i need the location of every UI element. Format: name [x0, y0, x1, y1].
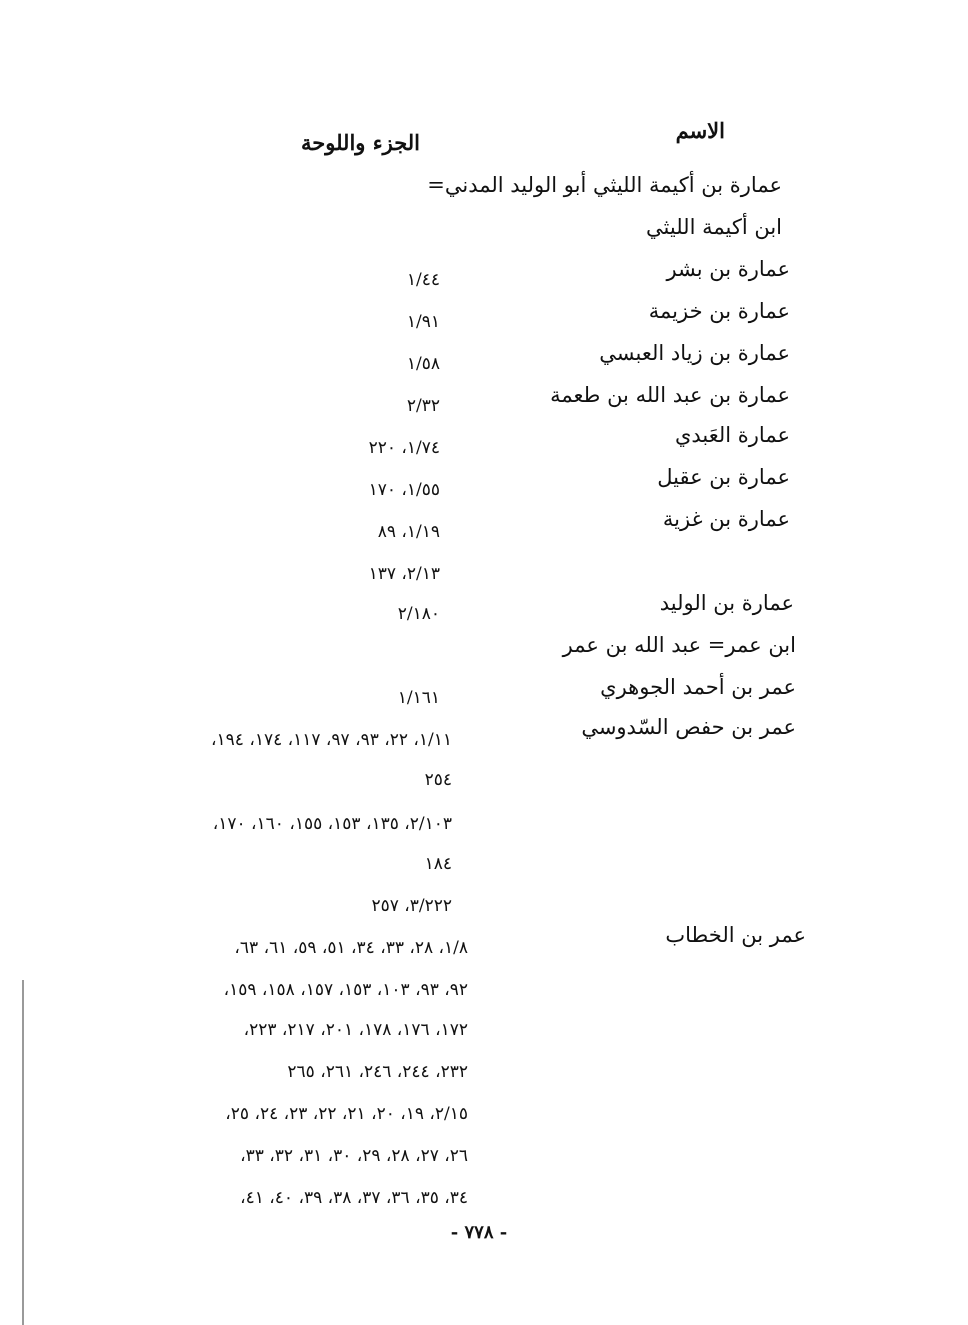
- index-name: عمارة بن الوليد: [659, 591, 794, 615]
- index-name: ابن عمر= عبد الله بن عمر: [562, 633, 796, 657]
- index-name: عمارة بن أكيمة الليثي أبو الوليد المدني=: [427, 173, 782, 197]
- part-reference: ٢٣٢، ٢٤٤، ٢٤٦، ٢٦١، ٢٦٥: [287, 1062, 468, 1082]
- part-reference: ١/٨، ٢٨، ٣٣، ٣٤، ٥١، ٥٩، ٦١، ٦٣،: [234, 938, 468, 958]
- page-number: - ٧٧٨ -: [450, 1222, 508, 1243]
- part-reference: ٢٥٤: [424, 770, 452, 790]
- index-name: عمارة بن زياد العبسي: [599, 341, 790, 365]
- part-reference: ٢/١٣، ١٣٧: [368, 564, 440, 584]
- part-reference: ٣٤، ٣٥، ٣٦، ٣٧، ٣٨، ٣٩، ٤٠، ٤١،: [240, 1188, 468, 1208]
- index-name: عمر بن حفص السّدوسي: [581, 715, 796, 739]
- part-reference: ٢/١٠٣، ١٣٥، ١٥٣، ١٥٥، ١٦٠، ١٧٠،: [212, 814, 452, 834]
- index-name: عمارة بن غزية: [662, 507, 790, 531]
- part-reference: ٢/٣٢: [406, 396, 440, 416]
- part-reference: ١/٤٤: [406, 270, 440, 290]
- column-header-part: الجزء واللوحة: [301, 130, 420, 155]
- index-name: عمر بن الخطاب: [665, 923, 806, 947]
- part-reference: ١/١٦١: [397, 688, 440, 708]
- part-reference: ١/٥٥، ١٧٠: [368, 480, 440, 500]
- index-name: عمارة العَبدي: [674, 423, 790, 447]
- part-reference: ١/١١، ٢٢، ٩٣، ٩٧، ١١٧، ١٧٤، ١٩٤،: [211, 730, 452, 750]
- part-reference: ١٧٢، ١٧٦، ١٧٨، ٢٠١، ٢١٧، ٢٢٣،: [243, 1020, 468, 1040]
- part-reference: ٢/١٥، ١٩، ٢٠، ٢١، ٢٢، ٢٣، ٢٤، ٢٥،: [225, 1104, 468, 1124]
- index-name: عمارة بن خزيمة: [648, 299, 790, 323]
- part-reference: ٩٢، ٩٣، ١٠٣، ١٥٣، ١٥٧، ١٥٨، ١٥٩،: [223, 980, 468, 1000]
- column-header-name: الاسم: [675, 118, 725, 143]
- index-name: عمارة بن بشر: [666, 257, 790, 281]
- index-name: ابن أكيمة الليثي: [646, 215, 782, 239]
- part-reference: ١/٥٨: [406, 354, 440, 374]
- part-reference: ١/١٩، ٨٩: [377, 522, 440, 542]
- part-reference: ٢/١٨٠: [397, 604, 440, 624]
- index-name: عمر بن أحمد الجوهري: [600, 675, 796, 699]
- page-edge-line: [22, 980, 24, 1325]
- part-reference: ١٨٤: [424, 854, 452, 874]
- index-name: عمارة بن عقيل: [657, 465, 790, 489]
- part-reference: ٣/٢٢٢، ٢٥٧: [371, 896, 452, 916]
- index-name: عمارة بن عبد الله بن طعمة: [550, 383, 790, 407]
- part-reference: ١/٧٤، ٢٢٠: [368, 438, 440, 458]
- part-reference: ١/٩١: [406, 312, 440, 332]
- part-reference: ٢٦، ٢٧، ٢٨، ٢٩، ٣٠، ٣١، ٣٢، ٣٣،: [240, 1146, 468, 1166]
